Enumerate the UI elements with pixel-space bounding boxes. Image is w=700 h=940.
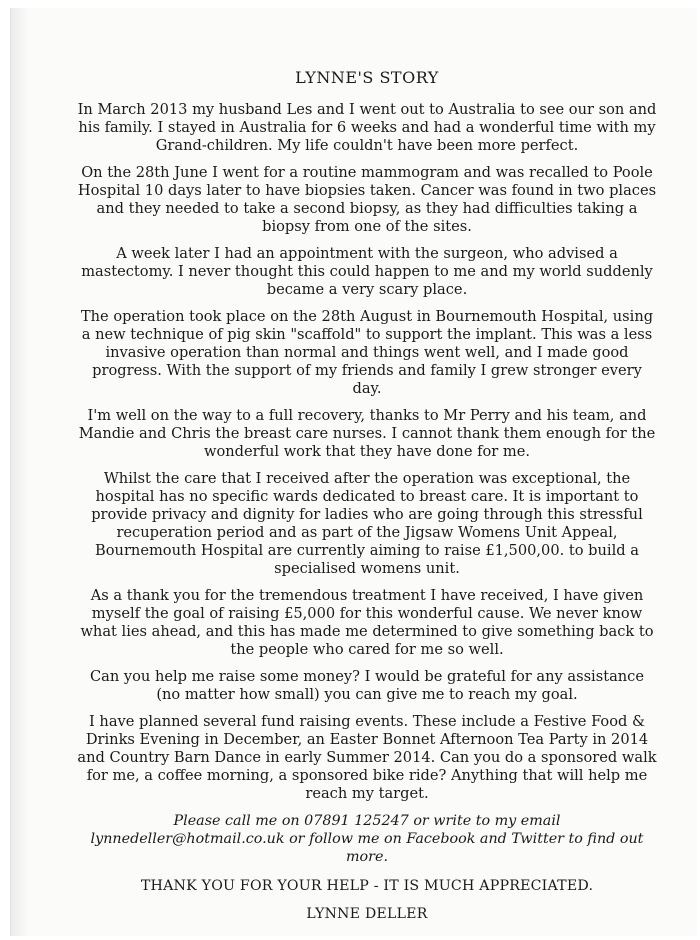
thank-you-line: THANK YOU FOR YOUR HELP - IT IS MUCH APPRECIATED.: [140, 878, 594, 894]
story-paragraph: In March 2013 my husband Les and I went out to Australia to see our son and his family. I stayed in Australia for 6 weeks and had a wonderful time with my Grand-children. My life couldn't have been more perfect.: [77, 101, 657, 154]
story-paragraph: On the 28th June I went for a routine mammogram and was recalled to Poole Hospital 10 days later to have biopsies taken. Cancer was found in two places and they needed to take a second biopsy, as they had difficulties taking a biopsy from one of the sites.: [77, 164, 657, 235]
contact-info: Please call me on 07891 125247 or write to my email lynnedeller@hotmail.co.uk or follow me on Facebook and Twitter to find out more.: [90, 813, 644, 865]
story-title: LYNNE'S STORY: [295, 68, 439, 87]
story-paragraph: I'm well on the way to a full recovery, thanks to Mr Perry and his team, and Mandie and Chris the breast care nurses. I cannot thank them enough for the wonderful work that they have done for me.: [78, 407, 656, 460]
story-paragraph: A week later I had an appointment with the surgeon, who advised a mastectomy. I never thought this could happen to me and my world suddenly became a very scary place.: [81, 245, 653, 298]
signature: LYNNE DELLER: [306, 906, 428, 922]
story-paragraph: Whilst the care that I received after the operation was exceptional, the hospital has no specific wards dedicated to breast care. It is important to provide privacy and dignity for ladies who are going through this stressful recuperation period and as part of the Jigsaw Womens Unit Appeal, Bournemouth Hospital are currently aiming to raise £1,500,00. to build a specialised womens unit.: [91, 470, 643, 577]
story-body: [77, 68, 657, 922]
story-paragraph: The operation took place on the 28th August in Bournemouth Hospital, using a new technique of pig skin "scaffold" to support the implant. This was a less invasive operation than normal and things went well, and I made good progress. With the support of my friends and family I grew stronger every day.: [80, 308, 654, 397]
story-paragraph: As a thank you for the tremendous treatment I have received, I have given myself the goal of raising £5,000 for this wonderful cause. We never know what lies ahead, and this has made me determined to give something back to the people who cared for me so well.: [80, 587, 654, 658]
story-paragraph: Can you help me raise some money? I would be grateful for any assistance (no matter how small) you can give me to reach my goal.: [89, 668, 644, 703]
story-paragraph: I have planned several fund raising events. These include a Festive Food & Drinks Evening in December, an Easter Bonnet Afternoon Tea Party in 2014 and Country Barn Dance in early Summer 2014. Can you do a sponsored walk for me, a coffee morning, a sponsored bike ride? Anything that will help me reach my target.: [77, 713, 657, 802]
document-page: [10, 8, 697, 936]
